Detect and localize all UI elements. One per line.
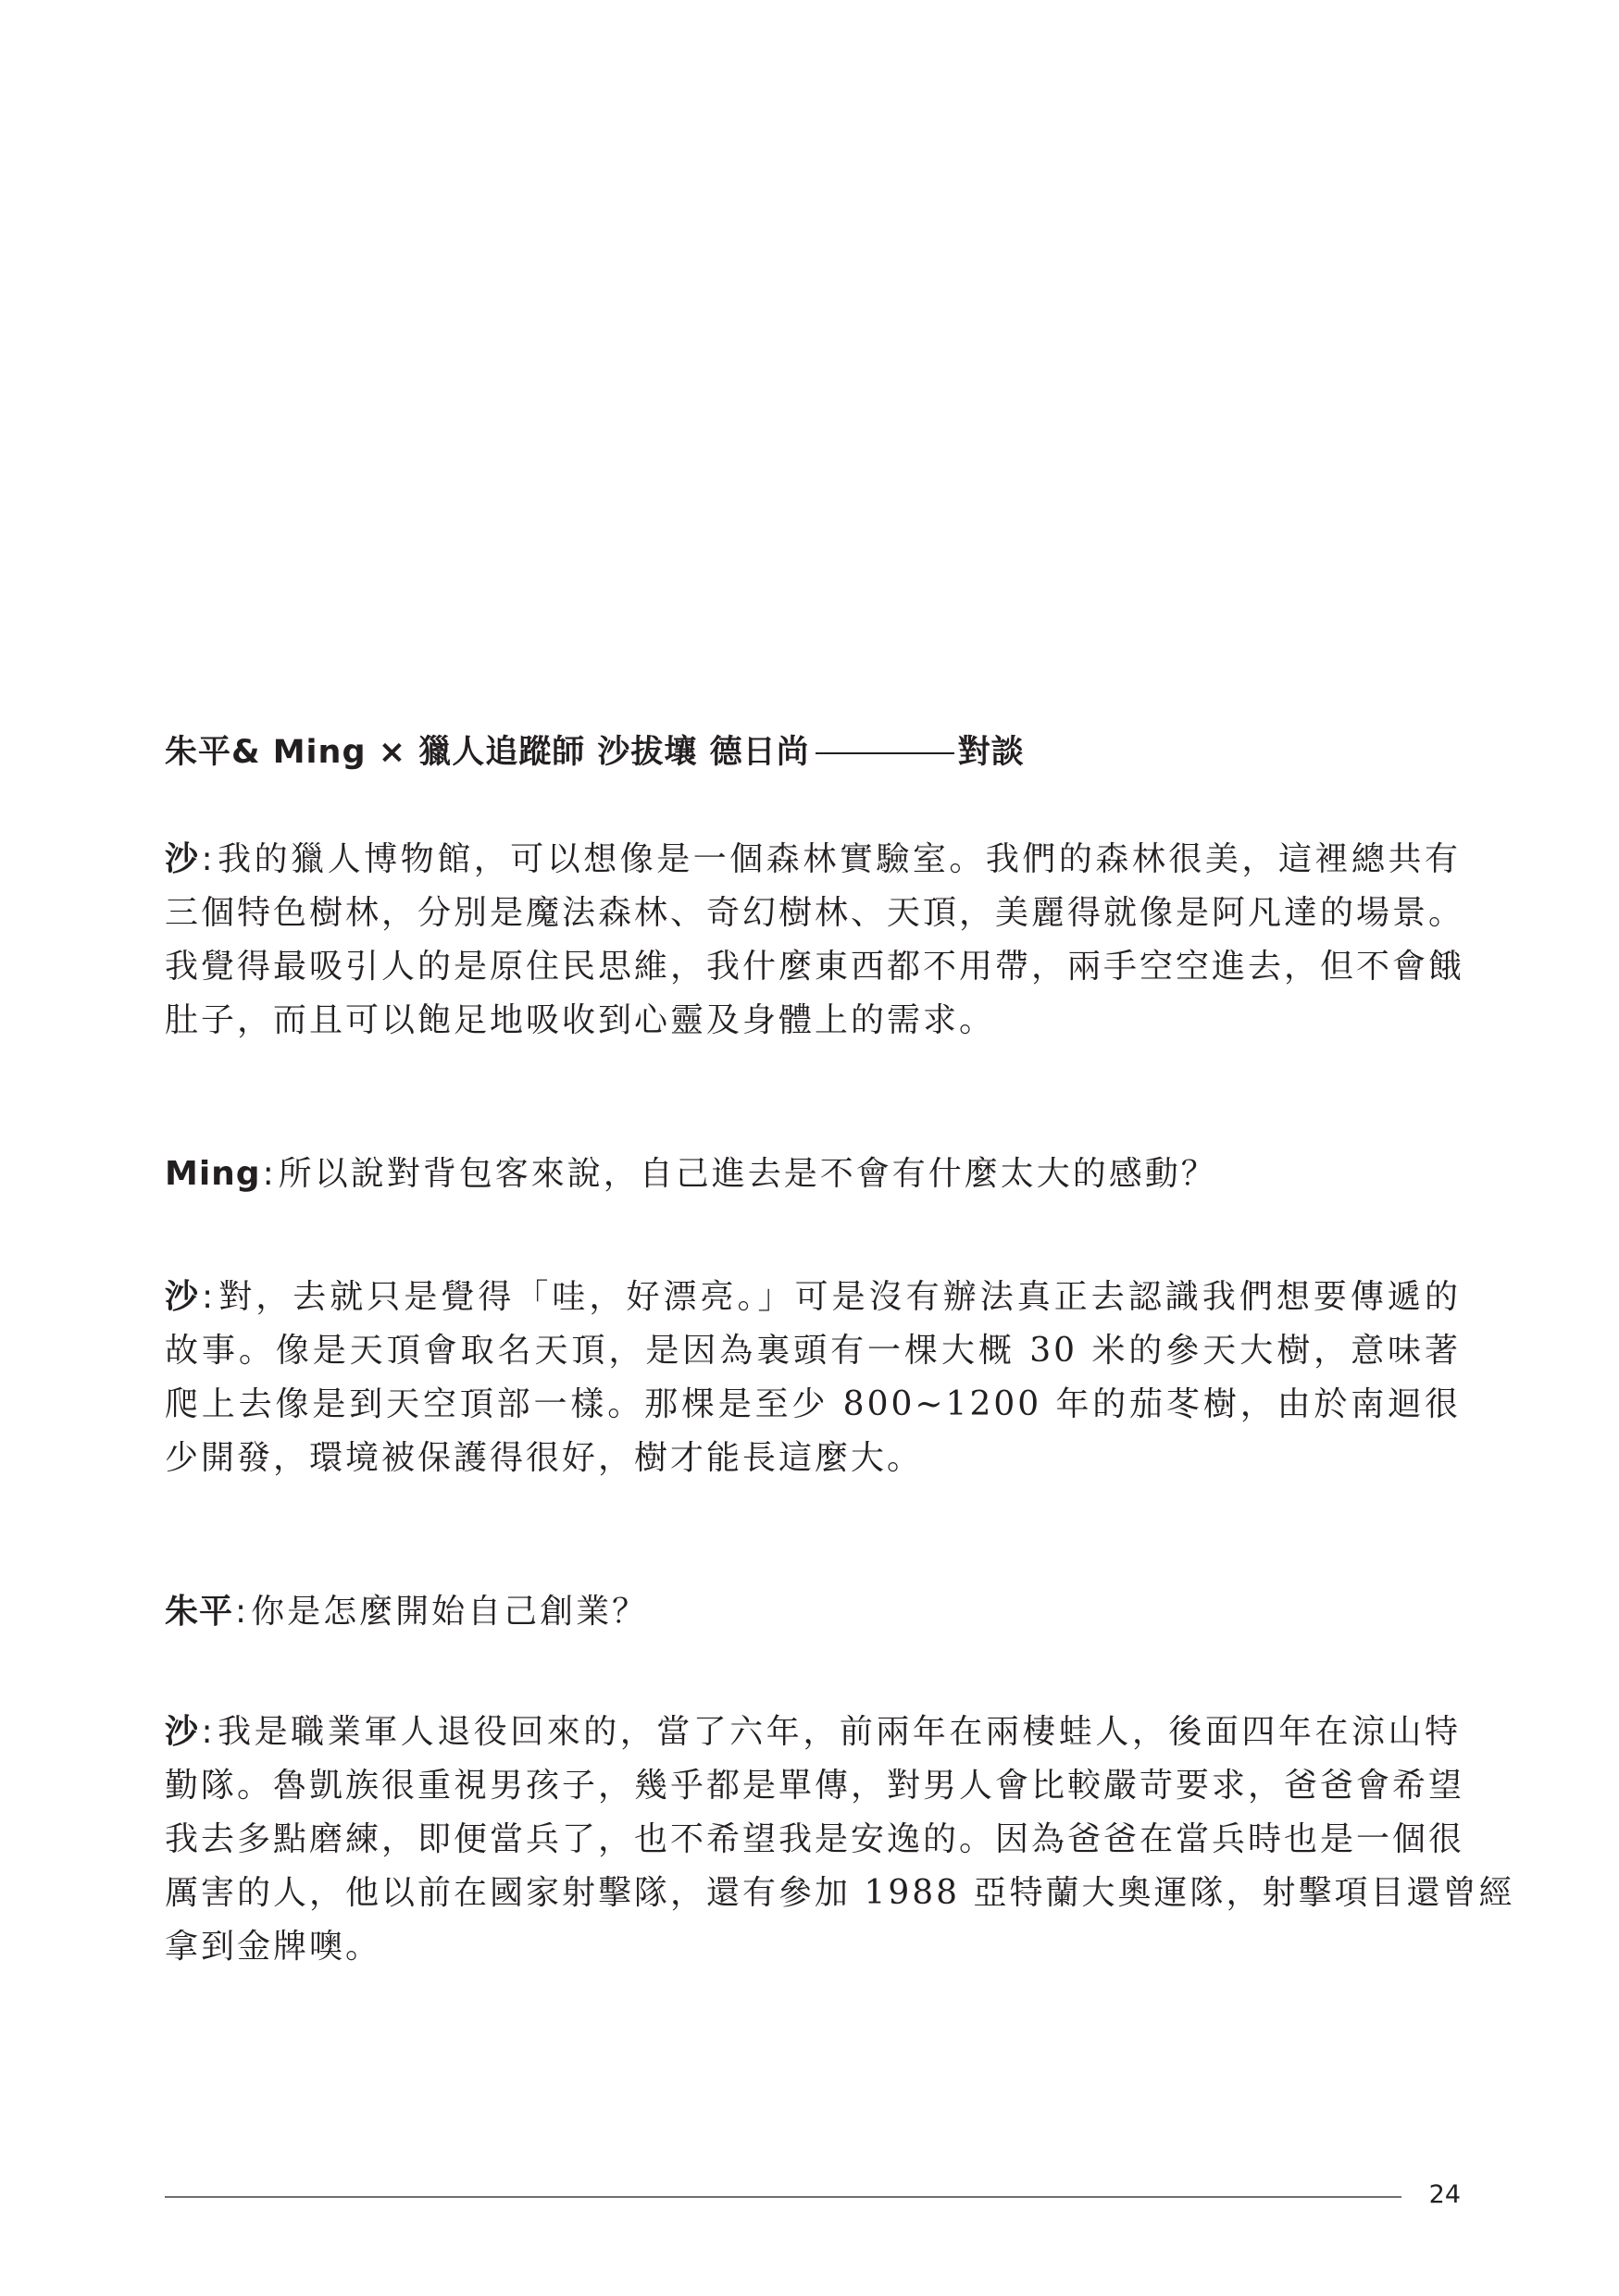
title-suffix: 對談	[957, 734, 1025, 771]
dialogue-line: 肚子，而且可以飽足地吸收到心靈及身體上的需求。	[165, 1001, 996, 1039]
dialogue-line: 我是職業軍人退役回來的，當了六年，前兩年在兩棲蛙人，後面四年在涼山特	[217, 1713, 1461, 1751]
conversation-title	[165, 729, 1470, 776]
dialogue-paragraph-5: 沙:我是職業軍人退役回來的，當了六年，前兩年在兩棲蛙人，後面四年在涼山特 勤隊。魯凱族很重視男孩子，幾乎都是單傳，對男人會比較嚴苛要求，爸爸會希望 我去多點磨練，即便當兵了，也不希望我是安逸的。因為爸爸在當兵時也是一個很 厲害的人，他以前在國家射擊隊，還有參加 1988 亞特蘭大奧運隊，射擊項目還曾經 拿到金牌噢。	[165, 1706, 1461, 1974]
dialogue-line: 故事。像是天頂會取名天頂，是因為裏頭有一棵大概 30 米的參天大樹，意味著	[165, 1332, 1461, 1370]
dialogue-line: 勤隊。魯凱族很重視男孩子，幾乎都是單傳，對男人會比較嚴苛要求，爸爸會希望	[165, 1767, 1465, 1805]
dialogue-line: 對，去就只是覺得「哇，好漂亮。」可是沒有辦法真正去認識我們想要傳遞的	[218, 1278, 1461, 1316]
title-dash	[816, 752, 954, 754]
dialogue-line: 三個特色樹林，分別是魔法森林、奇幻樹林、天頂，美麗得就像是阿凡達的場景。	[165, 894, 1465, 932]
title-text: 朱平& Ming × 獵人追蹤師 沙拔壤 德日尚	[165, 734, 810, 771]
dialogue-line: 少開發，環境被保護得很好，樹才能長這麼大。	[165, 1439, 924, 1477]
dialogue-paragraph-1: 沙:我的獵人博物館，可以想像是一個森林實驗室。我們的森林很美，這裡總共有 三個特色樹林，分別是魔法森林、奇幻樹林、天頂，美麗得就像是阿凡達的場景。 我覺得最吸引人的是原住民思維，我什麼東西都不用帶，兩手空空進去，但不會餓 肚子，而且可以飽足地吸收到心靈及身體上的需求。	[165, 833, 1461, 1048]
dialogue-line: 我覺得最吸引人的是原住民思維，我什麼東西都不用帶，兩手空空進去，但不會餓	[165, 948, 1465, 986]
page-number: 24	[1428, 2180, 1461, 2209]
dialogue-line: 拿到金牌噢。	[165, 1928, 382, 1966]
dialogue-line: 你是怎麼開始自己創業？	[251, 1593, 649, 1631]
speaker-name: Ming	[165, 1155, 261, 1193]
footer-rule	[165, 2196, 1401, 2198]
speaker-name: 沙	[165, 840, 200, 878]
speaker-name: 朱平	[165, 1593, 234, 1631]
dialogue-paragraph-4: 朱平:你是怎麼開始自己創業？	[165, 1593, 649, 1631]
dialogue-paragraph-2: Ming:所以說對背包客來說，自己進去是不會有什麼太大的感動？	[165, 1155, 1217, 1193]
speaker-name: 沙	[165, 1278, 201, 1316]
dialogue-paragraph-3: 沙:對，去就只是覺得「哇，好漂亮。」可是沒有辦法真正去認識我們想要傳遞的 故事。像是天頂會取名天頂，是因為裏頭有一棵大概 30 米的參天大樹，意味著 爬上去像是到天空頂部一樣。那棵是至少 800~1200 年的茄苳樹，由於南迴很 少開發，環境被保護得很好，樹才能長這麼大。	[165, 1271, 1461, 1485]
dialogue-line: 我的獵人博物館，可以想像是一個森林實驗室。我們的森林很美，這裡總共有	[217, 840, 1461, 878]
dialogue-line: 厲害的人，他以前在國家射擊隊，還有參加 1988 亞特蘭大奧運隊，射擊項目還曾經	[165, 1874, 1515, 1912]
speaker-name: 沙	[165, 1713, 200, 1751]
dialogue-line: 所以說對背包客來說，自己進去是不會有什麼太大的感動？	[278, 1155, 1217, 1193]
dialogue-line: 我去多點磨練，即便當兵了，也不希望我是安逸的。因為爸爸在當兵時也是一個很	[165, 1820, 1465, 1858]
dialogue-line: 爬上去像是到天空頂部一樣。那棵是至少 800~1200 年的茄苳樹，由於南迴很	[165, 1385, 1461, 1423]
